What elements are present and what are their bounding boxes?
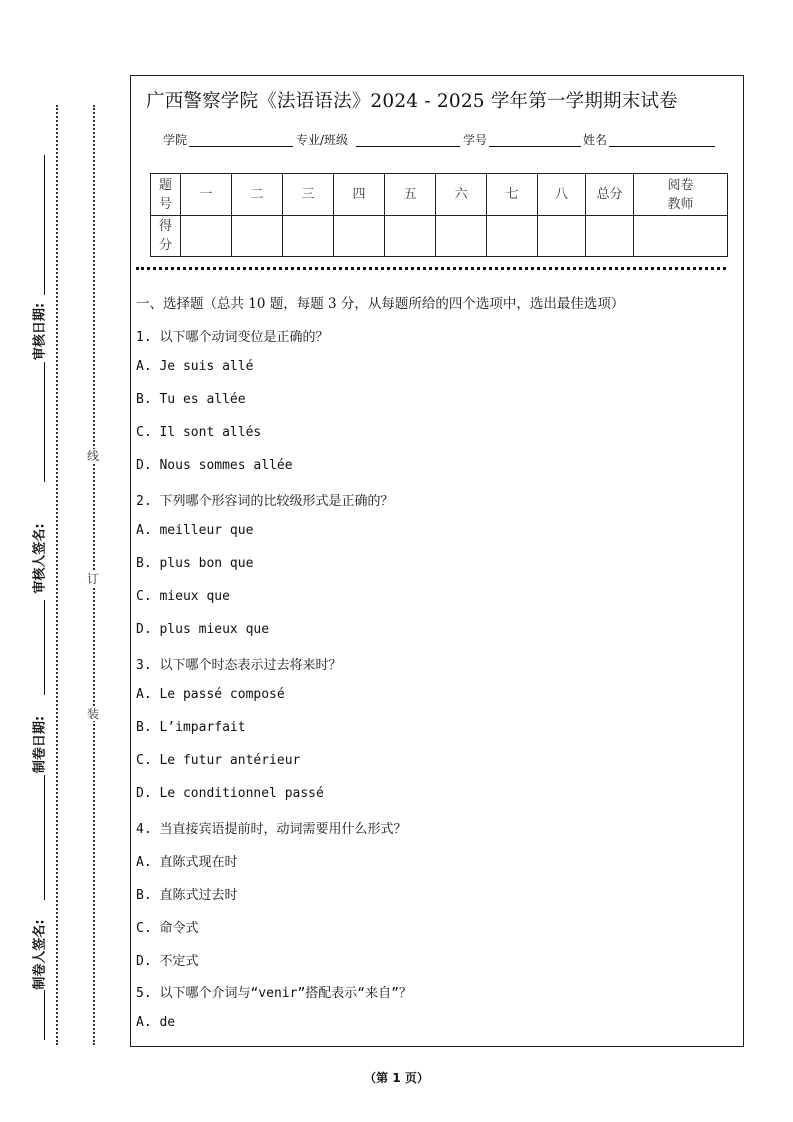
col-header: 四 bbox=[334, 174, 385, 216]
question-number-label: 题 号 bbox=[151, 174, 181, 216]
option-line: A. 直陈式现在时 bbox=[136, 855, 238, 870]
score-cell[interactable] bbox=[232, 216, 283, 257]
score-cell[interactable] bbox=[538, 216, 586, 257]
option-line: A. de bbox=[136, 1015, 176, 1030]
student-id-label: 学号 bbox=[463, 133, 488, 147]
col-header: 二 bbox=[232, 174, 283, 216]
binding-line-2 bbox=[44, 362, 45, 482]
question-line: 4. 当直接宾语提前时，动词需要用什么形式？ bbox=[136, 822, 407, 837]
question-line: 1. 以下哪个动词变位是正确的？ bbox=[136, 330, 329, 345]
score-cell[interactable] bbox=[487, 216, 538, 257]
option-line: C. Le futur antérieur bbox=[136, 753, 301, 768]
separator-dotted bbox=[136, 267, 726, 270]
cut-line-left bbox=[56, 105, 58, 1045]
option-line: B. plus bon que bbox=[136, 556, 254, 571]
binding-line-4 bbox=[44, 775, 45, 900]
option-line: C. Il sont allés bbox=[136, 425, 262, 440]
option-line: B. 直陈式过去时 bbox=[136, 888, 238, 903]
option-line: C. 命令式 bbox=[136, 921, 199, 936]
option-line: A. meilleur que bbox=[136, 523, 254, 538]
col-header: 三 bbox=[283, 174, 334, 216]
exam-title: 广西警察学院《法语语法》2024 - 2025 学年第一学期期末试卷 bbox=[146, 91, 678, 112]
score-cell[interactable] bbox=[334, 216, 385, 257]
col-header: 五 bbox=[385, 174, 436, 216]
option-line: B. L’imparfait bbox=[136, 720, 246, 735]
col-header-total: 总分 bbox=[586, 174, 634, 216]
name-field[interactable] bbox=[609, 146, 715, 147]
page-number: （第 1 页） bbox=[364, 1071, 429, 1085]
option-line: D. 不定式 bbox=[136, 954, 199, 969]
section-heading: 一、选择题（总共 10 题，每题 3 分，从每题所给的四个选项中，选出最佳选项） bbox=[136, 296, 625, 312]
binding-line-top bbox=[44, 155, 45, 295]
score-cell[interactable] bbox=[181, 216, 232, 257]
review-date-label: 审核日期: bbox=[32, 302, 48, 361]
score-cell[interactable] bbox=[436, 216, 487, 257]
option-line: A. Je suis allé bbox=[136, 359, 254, 374]
grader-header: 阅卷 教师 bbox=[634, 174, 728, 216]
option-line: B. Tu es allée bbox=[136, 392, 246, 407]
binding-line-bottom bbox=[44, 990, 45, 1040]
col-header: 六 bbox=[436, 174, 487, 216]
major-class-field[interactable] bbox=[356, 146, 460, 147]
college-field[interactable] bbox=[189, 146, 293, 147]
option-line: D. Le conditionnel passé bbox=[136, 786, 324, 801]
option-line: D. plus mieux que bbox=[136, 622, 270, 637]
student-id-field[interactable] bbox=[489, 146, 581, 147]
score-cell[interactable] bbox=[385, 216, 436, 257]
col-header: 八 bbox=[538, 174, 586, 216]
score-cell[interactable] bbox=[283, 216, 334, 257]
reviewer-signature-label: 审核人签名: bbox=[32, 523, 48, 594]
binding-char-zhuang: 装 bbox=[86, 707, 99, 721]
score-header-row bbox=[151, 174, 728, 216]
col-header: 一 bbox=[181, 174, 232, 216]
col-header: 七 bbox=[487, 174, 538, 216]
grader-cell[interactable] bbox=[634, 216, 728, 257]
question-line: 2. 下列哪个形容词的比较级形式是正确的？ bbox=[136, 494, 394, 509]
binding-line-3 bbox=[44, 600, 45, 695]
name-label: 姓名 bbox=[583, 133, 608, 147]
option-line: A. Le passé composé bbox=[136, 687, 285, 702]
compile-date-label: 制卷日期: bbox=[32, 715, 48, 774]
score-value-row bbox=[151, 216, 728, 257]
compiler-signature-label: 制卷人签名: bbox=[32, 919, 48, 990]
binding-char-xian: 线 bbox=[86, 449, 99, 463]
option-line: C. mieux que bbox=[136, 589, 230, 604]
option-line: D. Nous sommes allée bbox=[136, 458, 293, 473]
score-table bbox=[150, 173, 728, 257]
score-label: 得 分 bbox=[151, 216, 181, 257]
major-class-label: 专业/班级 bbox=[296, 133, 349, 147]
binding-char-ding: 订 bbox=[86, 572, 99, 586]
score-cell-total[interactable] bbox=[586, 216, 634, 257]
question-line: 3. 以下哪个时态表示过去将来时？ bbox=[136, 658, 342, 673]
college-label: 学院 bbox=[163, 133, 188, 147]
question-line: 5. 以下哪个介词与“venir”搭配表示“来自”？ bbox=[136, 986, 412, 1001]
